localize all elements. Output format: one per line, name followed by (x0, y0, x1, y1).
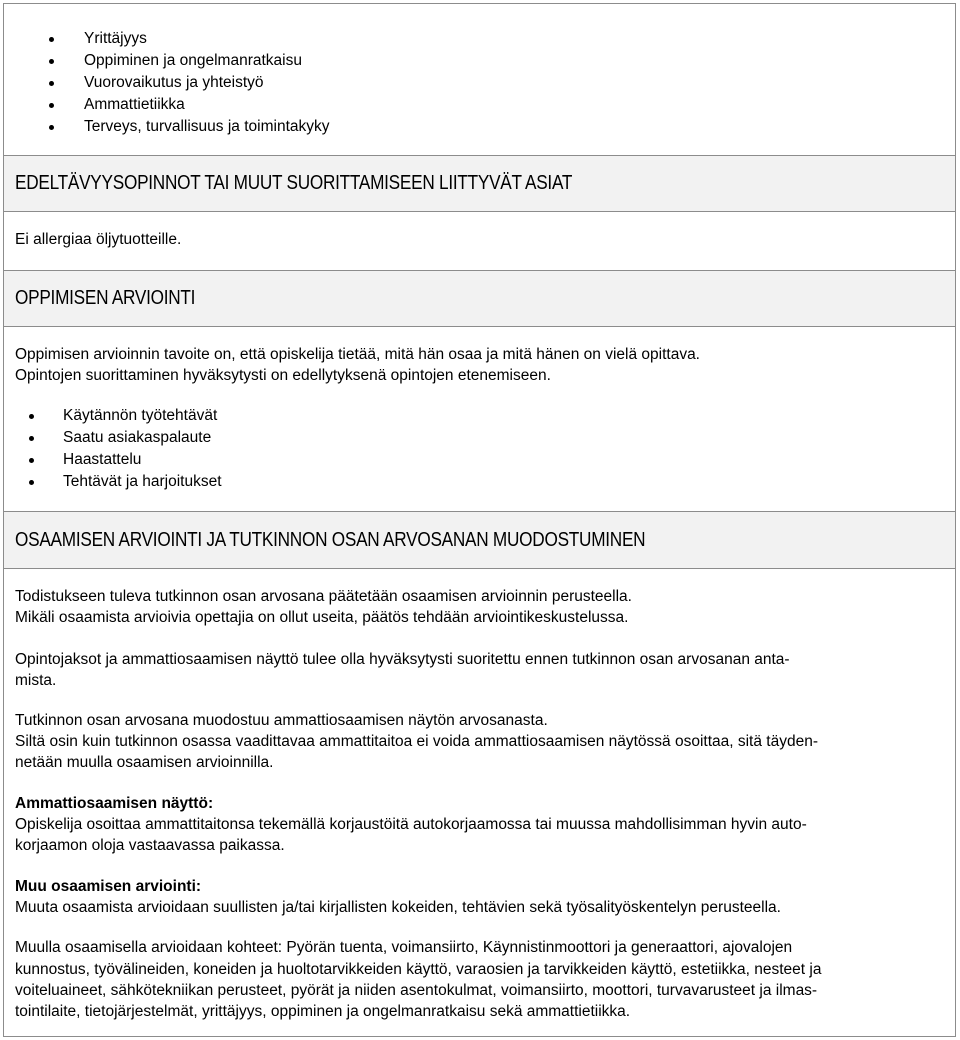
paragraph-line: Siltä osin kuin tutkinnon osassa vaadittavaa ammattitaitoa ei voida ammattiosaamisen näytössä osoittaa, sitä täyden- (15, 733, 818, 750)
list-item: Yrittäjyys (4, 28, 955, 50)
bullet-icon (29, 480, 34, 485)
list-item: Saatu asiakaspalaute (4, 427, 955, 449)
paragraph-line: korjaamon oloja vastaavassa paikassa. (15, 837, 285, 854)
list-item: Haastattelu (4, 449, 955, 471)
bullet-icon (49, 125, 54, 130)
divider (4, 568, 955, 569)
paragraph-line: mista. (15, 672, 57, 689)
section-heading: OSAAMISEN ARVIOINTI JA TUTKINNON OSAN ARVOSANAN MUODOSTUMINEN (15, 529, 646, 551)
section-header-prerequisites (4, 156, 955, 211)
list-item: Terveys, turvallisuus ja toimintakyky (4, 116, 955, 138)
prerequisites-text: Ei allergiaa öljytuotteille. (15, 231, 182, 248)
document-frame (3, 3, 956, 1037)
paragraph-line: Muulla osaamisella arvioidaan kohteet: Pyörän tuenta, voimansiirto, Käynnistinmoottori ja generaattori, ajovalojen (15, 939, 793, 956)
paragraph-line: Tutkinnon osan arvosana muodostuu ammattiosaamisen näytön arvosanasta. (15, 712, 548, 729)
paragraph-line: kunnostus, työvälineiden, koneiden ja huoltotarvikkeiden käyttö, varaosien ja tarvikkeiden käyttö, estetiikka, nesteet ja (15, 961, 822, 978)
paragraph-line: Mikäli osaamista arvioivia opettajia on ollut useita, päätös tehdään arviointikeskustelussa. (15, 609, 629, 626)
bullet-icon (29, 414, 34, 419)
subheading-demonstration: Ammattiosaamisen näyttö: (15, 795, 214, 812)
bullet-icon (29, 436, 34, 441)
paragraph-line: voiteluaineet, sähkötekniikan perusteet, pyörät ja niiden asentokulmat, voimansiirto, moottori, turvavarusteet ja ilmas- (15, 982, 818, 999)
divider (4, 326, 955, 327)
list-item: Ammattietiikka (4, 94, 955, 116)
top-bullet-list (4, 28, 955, 138)
paragraph-line: Oppimisen arvioinnin tavoite on, että opiskelija tietää, mitä hän osaa ja mitä hänen on vielä opittava. (15, 346, 700, 363)
list-item: Käytännön työtehtävät (4, 405, 955, 427)
paragraph-line: Opiskelija osoittaa ammattitaitonsa tekemällä korjaustöitä autokorjaamossa tai muussa mahdollisimman hyvin auto- (15, 816, 807, 833)
list-item: Vuorovaikutus ja yhteistyö (4, 72, 955, 94)
section-heading: OPPIMISEN ARVIOINTI (15, 287, 196, 309)
paragraph-line: netään muulla osaamisen arvioinnilla. (15, 754, 274, 771)
list-item: Oppiminen ja ongelmanratkaisu (4, 50, 955, 72)
paragraph-line: Opintojaksot ja ammattiosaamisen näyttö tulee olla hyväksytysti suoritettu ennen tutkinnon osan arvosanan anta- (15, 651, 790, 668)
section-header-competence-assessment (4, 512, 955, 568)
paragraph-line: Todistukseen tuleva tutkinnon osan arvosana päätetään osaamisen arvioinnin perusteella. (15, 588, 632, 605)
bullet-icon (49, 103, 54, 108)
paragraph-line: Opintojen suorittaminen hyväksytysti on edellytyksenä opintojen etenemiseen. (15, 367, 551, 384)
subheading-other-assessment: Muu osaamisen arviointi: (15, 878, 202, 895)
bullet-icon (49, 81, 54, 86)
bullet-icon (49, 37, 54, 42)
bullet-icon (29, 458, 34, 463)
section-header-learning-assessment (4, 271, 955, 326)
paragraph-line: tointilaite, tietojärjestelmät, yrittäjyys, oppiminen ja ongelmanratkaisu sekä ammattietiikka. (15, 1003, 631, 1020)
list-item: Tehtävät ja harjoitukset (4, 471, 955, 493)
bullet-icon (49, 59, 54, 64)
section-heading: EDELTÄVYYSOPINNOT TAI MUUT SUORITTAMISEEN LIITTYVÄT ASIAT (15, 172, 573, 194)
divider (4, 211, 955, 212)
assessment-methods-list (4, 405, 955, 493)
paragraph-line: Muuta osaamista arvioidaan suullisten ja/tai kirjallisten kokeiden, tehtävien sekä työsalityöskentelyn perusteella. (15, 899, 781, 916)
